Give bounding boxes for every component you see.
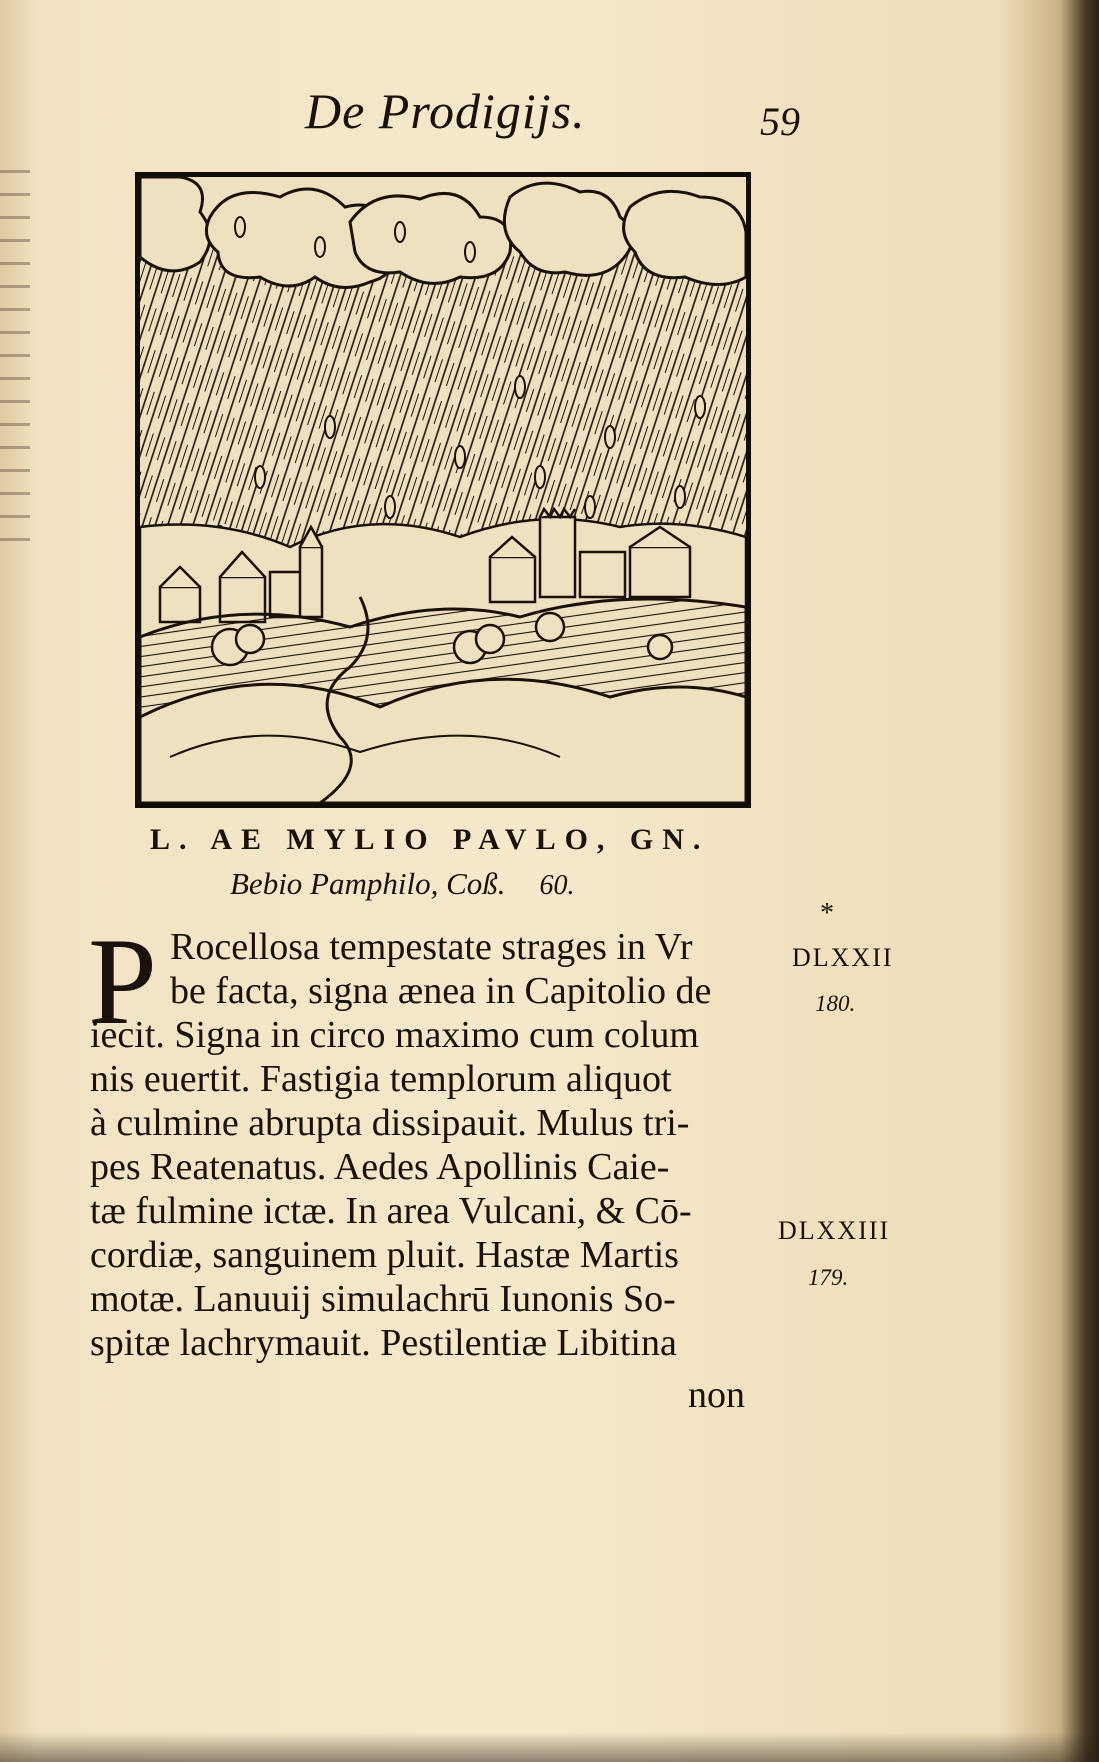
caption-consul-name: Bebio Pamphilo, Coß. bbox=[230, 866, 506, 901]
body-line-5: à culmine abrupta dissipauit. Mulus tri- bbox=[90, 1102, 690, 1144]
body-line-4: nis euertit. Fastigia templorum aliquot bbox=[90, 1058, 672, 1100]
caption-line-2 bbox=[230, 866, 575, 902]
caption-chapter-number: 60. bbox=[539, 870, 575, 901]
margin-asterisk: * bbox=[820, 898, 834, 929]
body-line-9: motæ. Lanuuij simulachrū Iunonis So- bbox=[90, 1278, 676, 1320]
margin-year-of-city-1: DLXXII bbox=[792, 943, 894, 972]
margin-year-of-city-2: DLXXIII bbox=[778, 1216, 891, 1245]
margin-year-bc-2: 179. bbox=[808, 1265, 849, 1290]
body-line-6: pes Reatenatus. Aedes Apollinis Caie- bbox=[90, 1146, 670, 1188]
running-head-title: De Prodigijs. bbox=[305, 83, 586, 139]
body-line-10: spitæ lachrymauit. Pestilentiæ Libitina bbox=[90, 1322, 677, 1364]
page-number: 59 bbox=[760, 99, 800, 144]
page-bottom-edge bbox=[0, 1732, 1099, 1762]
body-line-8: cordiæ, sanguinem pluit. Hastæ Martis bbox=[90, 1234, 679, 1276]
body-line-2: be facta, signa ænea in Capitolio de bbox=[170, 970, 712, 1012]
margin-year-bc-1: 180. bbox=[815, 991, 856, 1016]
rain-storm-woodcut-icon bbox=[140, 177, 746, 803]
gutter-shadow bbox=[0, 150, 30, 550]
body-line-3: iecit. Signa in circo maximo cum colum bbox=[90, 1014, 699, 1056]
drop-cap: P bbox=[88, 913, 157, 1050]
caption-consuls-line: L. AE MYLIO PAVLO, GN. bbox=[150, 823, 710, 856]
body-line-7: tæ fulmine ictæ. In area Vulcani, & Cō- bbox=[90, 1190, 692, 1232]
woodcut-illustration bbox=[135, 172, 751, 808]
catchword: non bbox=[688, 1374, 745, 1416]
body-line-1: Rocellosa tempestate strages in Vr bbox=[170, 926, 693, 968]
